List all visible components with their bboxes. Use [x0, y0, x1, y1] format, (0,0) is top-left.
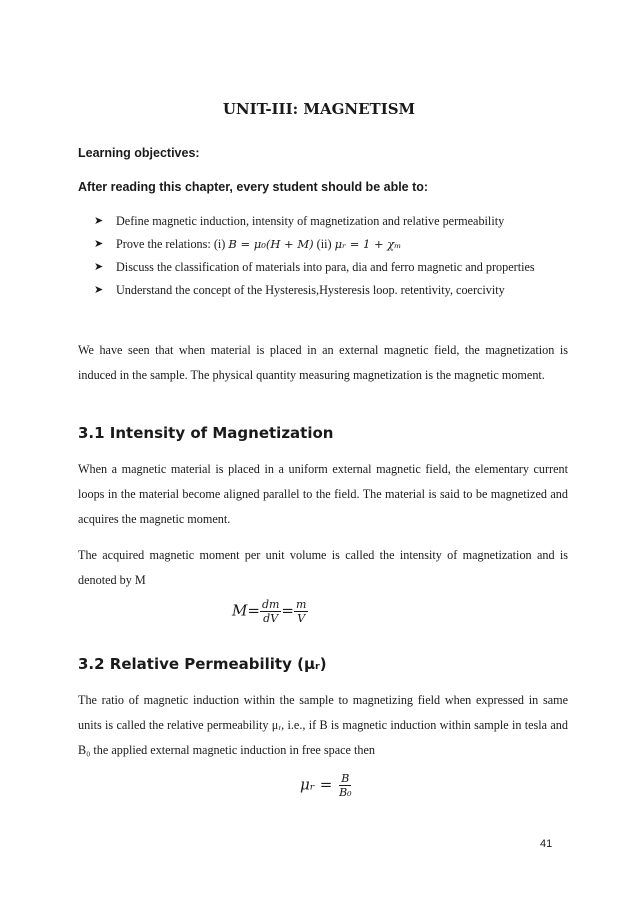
- list-item: ➤ Understand the concept of the Hysteresis,Hysteresis loop. retentivity, coercivity: [94, 279, 569, 302]
- page-number: 41: [540, 838, 553, 850]
- equation-permeability: μᵣ = $\frac{B}{\text{B₀}}$: [300, 772, 352, 799]
- arrow-bullet-icon: ➤: [94, 261, 104, 273]
- section-heading-intensity: 3.1 Intensity of Magnetization: [78, 424, 334, 442]
- relation-two: μᵣ = 1 + χₘ: [334, 237, 402, 251]
- equation-magnetization: M= $\frac{dm}{dV}$ = $\frac{m}{V}$: [232, 598, 307, 625]
- intro-paragraph: We have seen that when material is placed in an external magnetic field, the magnetization is induced in the sample. The physical quantity measuring magnetization is the magnetic moment.: [78, 343, 568, 382]
- list-item: ➤ Define magnetic induction, intensity of magnetization and relative permeability: [94, 210, 569, 233]
- after-reading-line: After reading this chapter, every student should be able to:: [78, 180, 429, 194]
- section-heading-permeability: 3.2 Relative Permeability (μᵣ): [78, 655, 327, 673]
- permeability-paragraph: The ratio of magnetic induction within the sample to magnetizing field when expressed in same units is called the relative permeability μᵣ, i.e., if B is magnetic induction within sample in tesla and B₀ the applied external magnetic induction in free space then: [78, 693, 568, 757]
- arrow-bullet-icon: ➤: [94, 238, 104, 250]
- intensity-definition: The acquired magnetic moment per unit volume is called the intensity of magnetization and is denoted by M: [78, 548, 568, 587]
- arrow-bullet-icon: ➤: [94, 284, 104, 296]
- learning-objectives-label: Learning objectives:: [78, 146, 200, 160]
- arrow-bullet-icon: ➤: [94, 215, 104, 227]
- page-title: UNIT-III: MAGNETISM: [222, 100, 416, 118]
- list-item: ➤ Prove the relations: (i) B = μ₀(H + M) (ii) μᵣ = 1 + χₘ: [94, 233, 569, 256]
- intensity-paragraph: When a magnetic material is placed in a uniform external magnetic field, the elementary current loops in the material become aligned parallel to the field. The material is said to be magnetized and acquires the magnetic moment.: [78, 462, 568, 526]
- list-item: ➤ Discuss the classification of materials into para, dia and ferro magnetic and properties: [94, 256, 569, 279]
- relation-one: B = μ₀(H + M): [228, 237, 314, 251]
- objectives-list: [94, 210, 569, 302]
